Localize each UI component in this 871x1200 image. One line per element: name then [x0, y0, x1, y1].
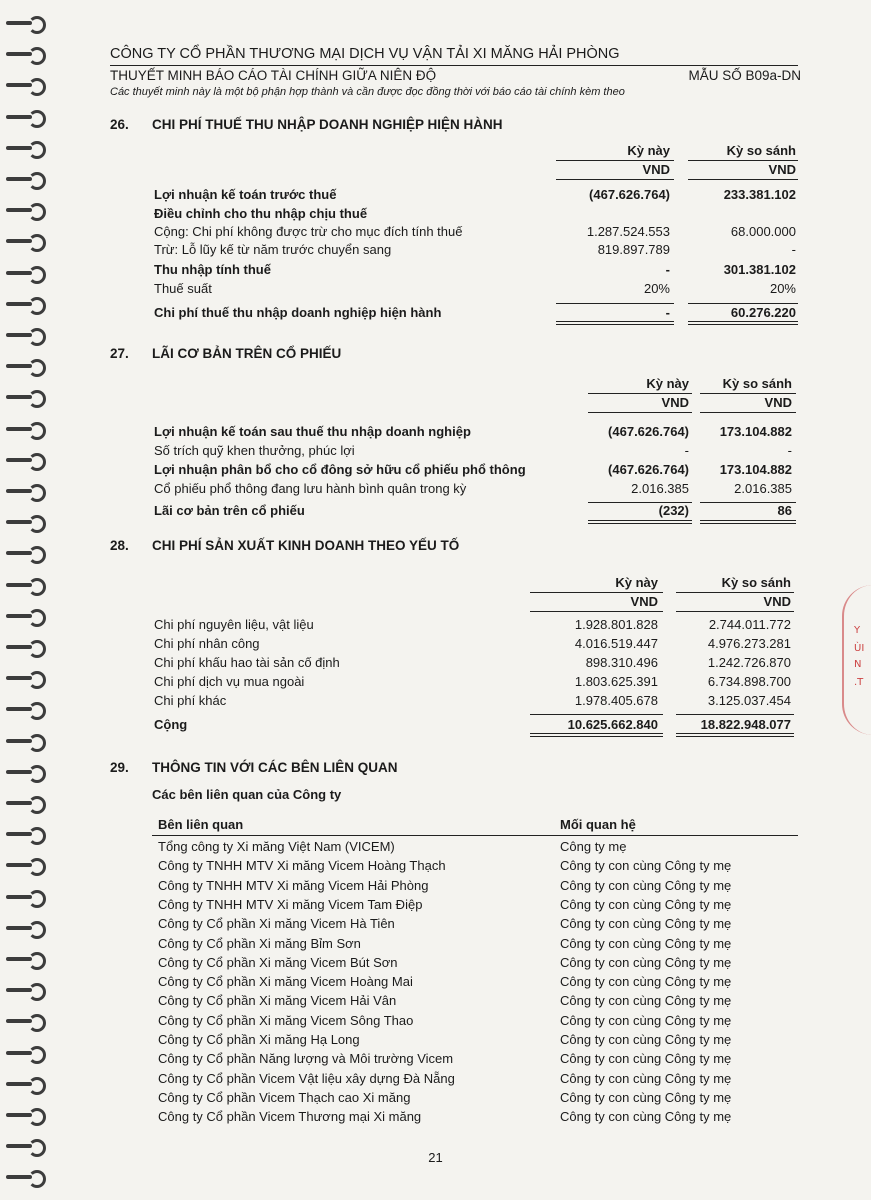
section-number: 27.	[110, 346, 129, 361]
row-label: Chi phí nhân công	[154, 636, 260, 651]
col-header-current: Kỳ này	[646, 376, 689, 391]
spiral-ring	[6, 203, 44, 217]
relationship: Công ty con cùng Công ty mẹ	[560, 1012, 732, 1028]
value-current: 1.803.625.391	[574, 674, 658, 689]
value-current: 20%	[643, 281, 670, 296]
value-current: 1.928.801.828	[574, 617, 658, 632]
total-rule	[530, 714, 663, 715]
row-label: Lãi cơ bản trên cổ phiếu	[154, 503, 305, 518]
total-rule	[556, 303, 674, 304]
header-rule	[556, 160, 674, 161]
unit-compare: VND	[768, 162, 796, 177]
row-label: Lợi nhuận phân bổ cho cổ đông sở hữu cổ phiếu phổ thông	[154, 462, 526, 477]
total-double-rule	[588, 520, 692, 524]
value-current: -	[684, 443, 689, 458]
related-party-name: Công ty Cổ phần Xi măng Vicem Hải Vân	[158, 993, 397, 1009]
value-current: 10.625.662.840	[567, 717, 658, 732]
unit-current: VND	[661, 395, 689, 410]
relationship: Công ty con cùng Công ty mẹ	[560, 1070, 732, 1086]
total-double-rule	[530, 733, 663, 737]
value-compare: 20%	[769, 281, 796, 296]
spiral-ring	[6, 453, 44, 467]
value-compare: 2.744.011.772	[708, 617, 791, 632]
spiral-ring	[6, 110, 44, 124]
section-title: LÃI CƠ BẢN TRÊN CỔ PHIẾU	[152, 346, 342, 361]
row-label: Lợi nhuận kế toán trước thuế	[154, 187, 337, 202]
section-title: CHI PHÍ SẢN XUẤT KINH DOANH THEO YẾU TỐ	[152, 538, 460, 553]
unit-current: VND	[642, 162, 670, 177]
spiral-ring	[6, 609, 44, 623]
spiral-ring	[6, 921, 44, 935]
value-compare: 60.276.220	[730, 305, 796, 320]
section-subtitle: Các bên liên quan của Công ty	[152, 787, 342, 802]
row-label: Cộng: Chi phí không được trừ cho mục đích tính thuế	[154, 224, 463, 239]
section-number: 29.	[110, 760, 129, 775]
spiral-ring	[6, 671, 44, 685]
spiral-ring	[6, 578, 44, 592]
value-current: 4.016.519.447	[574, 636, 658, 651]
total-rule	[700, 502, 796, 503]
value-compare: 301.381.102	[723, 262, 796, 277]
row-label: Chi phí dịch vụ mua ngoài	[154, 674, 305, 689]
header-rule	[688, 179, 798, 180]
col-header-compare: Kỳ so sánh	[726, 143, 796, 158]
col-header-compare: Kỳ so sánh	[722, 376, 792, 391]
value-current: 2.016.385	[631, 481, 689, 496]
value-compare: 3.125.037.454	[707, 693, 791, 708]
related-party-name: Công ty Cổ phần Xi măng Vicem Hà Tiên	[158, 916, 395, 932]
value-compare: 4.976.273.281	[707, 636, 791, 651]
value-current: 1.978.405.678	[574, 693, 658, 708]
spiral-ring	[6, 640, 44, 654]
related-party-name: Công ty Cổ phần Vicem Thạch cao Xi măng	[158, 1089, 411, 1105]
spiral-ring	[6, 1108, 44, 1122]
row-label: Thuế suất	[154, 281, 212, 296]
relationship: Công ty con cùng Công ty mẹ	[560, 954, 732, 970]
col-header-compare: Kỳ so sánh	[721, 575, 791, 590]
value-current: (232)	[658, 503, 689, 518]
related-party-name: Công ty Cổ phần Vicem Thương mại Xi măng	[158, 1109, 422, 1125]
relationship: Công ty con cùng Công ty mẹ	[560, 896, 732, 912]
header-rule	[530, 611, 663, 612]
value-compare: 6.734.898.700	[707, 674, 791, 689]
row-label: Chi phí nguyên liệu, vật liệu	[154, 617, 314, 632]
spiral-ring	[6, 1077, 44, 1091]
row-label: Chi phí thuế thu nhập doanh nghiệp hiện hành	[154, 305, 442, 320]
total-double-rule	[556, 321, 674, 325]
spiral-ring	[6, 1014, 44, 1028]
relationship: Công ty con cùng Công ty mẹ	[560, 993, 732, 1009]
value-compare: 68.000.000	[730, 224, 796, 239]
header-rule	[588, 393, 692, 394]
related-party-name: Công ty TNHH MTV Xi măng Vicem Tam Điệp	[158, 896, 423, 912]
related-party-name: Công ty Cổ phần Vicem Vật liệu xây dựng Đà Nẵng	[158, 1070, 455, 1086]
spiral-ring	[6, 16, 44, 30]
row-label: Thu nhập tính thuế	[154, 262, 271, 277]
stamp-fragment: Y ÙI N .T	[842, 585, 871, 735]
relationship: Công ty con cùng Công ty mẹ	[560, 1051, 732, 1067]
related-party-name: Công ty TNHH MTV Xi măng Vicem Hải Phòng	[158, 877, 429, 893]
spiral-ring	[6, 1046, 44, 1060]
relationship: Công ty con cùng Công ty mẹ	[560, 858, 732, 874]
company-name: CÔNG TY CỔ PHẦN THƯƠNG MẠI DỊCH VỤ VẬN TẢI XI MĂNG HẢI PHÒNG	[110, 46, 620, 62]
header-rule	[676, 611, 794, 612]
row-label: Cổ phiếu phổ thông đang lưu hành bình quân trong kỳ	[154, 481, 467, 496]
col-header-relation: Mối quan hệ	[560, 817, 636, 832]
spiral-binding	[0, 0, 48, 1200]
spiral-ring	[6, 546, 44, 560]
value-compare: 233.381.102	[723, 187, 796, 202]
header-rule	[688, 160, 798, 161]
unit-compare: VND	[764, 395, 792, 410]
value-current: -	[665, 305, 670, 320]
related-party-name: Công ty Cổ phần Xi măng Vicem Hoàng Mai	[158, 974, 413, 990]
spiral-ring	[6, 266, 44, 280]
unit-compare: VND	[763, 594, 791, 609]
relationship: Công ty con cùng Công ty mẹ	[560, 935, 732, 951]
value-compare: 173.104.882	[719, 424, 792, 439]
value-compare: 1.242.726.870	[707, 655, 791, 670]
related-party-name: Công ty Cổ phần Năng lượng và Môi trường Vicem	[158, 1051, 454, 1067]
spiral-ring	[6, 827, 44, 841]
spiral-ring	[6, 172, 44, 186]
relationship: Công ty con cùng Công ty mẹ	[560, 974, 732, 990]
related-party-name: Công ty Cổ phần Xi măng Vicem Bút Sơn	[158, 954, 398, 970]
spiral-ring	[6, 297, 44, 311]
total-rule	[588, 502, 692, 503]
spiral-ring	[6, 141, 44, 155]
related-party-name: Công ty TNHH MTV Xi măng Vicem Hoàng Thạch	[158, 858, 446, 874]
value-current: 1.287.524.553	[586, 224, 670, 239]
value-compare: 86	[777, 503, 792, 518]
value-compare: 18.822.948.077	[700, 717, 791, 732]
spiral-ring	[6, 390, 44, 404]
row-label: Số trích quỹ khen thưởng, phúc lợi	[154, 443, 355, 458]
spiral-ring	[6, 983, 44, 997]
spiral-ring	[6, 858, 44, 872]
unit-current: VND	[630, 594, 658, 609]
header-rule	[700, 412, 796, 413]
value-compare: 2.016.385	[734, 481, 792, 496]
header-rule	[556, 179, 674, 180]
spiral-ring	[6, 47, 44, 61]
total-double-rule	[700, 520, 796, 524]
related-party-name: Công ty Cổ phần Xi măng Bỉm Sơn	[158, 935, 361, 951]
col-header-current: Kỳ này	[615, 575, 658, 590]
value-current: (467.626.764)	[608, 424, 689, 439]
spiral-ring	[6, 78, 44, 92]
row-label: Cộng	[154, 717, 188, 732]
relationship: Công ty con cùng Công ty mẹ	[560, 1089, 732, 1105]
value-compare: 173.104.882	[719, 462, 792, 477]
total-double-rule	[676, 733, 794, 737]
form-number: MẪU SỐ B09a-DN	[688, 68, 801, 83]
total-rule	[676, 714, 794, 715]
spiral-ring	[6, 890, 44, 904]
spiral-ring	[6, 234, 44, 248]
spiral-ring	[6, 734, 44, 748]
section-number: 28.	[110, 538, 129, 553]
spiral-ring	[6, 1170, 44, 1184]
relationship: Công ty con cùng Công ty mẹ	[560, 1032, 732, 1047]
header-rule	[700, 393, 796, 394]
section-title: THÔNG TIN VỚI CÁC BÊN LIÊN QUAN	[152, 760, 398, 775]
col-header-current: Kỳ này	[627, 143, 670, 158]
spiral-ring	[6, 328, 44, 342]
row-label: Lợi nhuận kế toán sau thuế thu nhập doanh nghiệp	[154, 424, 471, 439]
row-label: Chi phí khấu hao tài sản cố định	[154, 655, 340, 670]
related-party-name: Tổng công ty Xi măng Việt Nam (VICEM)	[158, 839, 395, 854]
section-number: 26.	[110, 117, 129, 132]
page-number: 21	[428, 1150, 443, 1165]
report-title: THUYẾT MINH BÁO CÁO TÀI CHÍNH GIỮA NIÊN ĐỘ	[110, 68, 437, 83]
related-party-name: Công ty Cổ phần Xi măng Hạ Long	[158, 1032, 360, 1047]
row-label: Trừ: Lỗ lũy kế từ năm trước chuyển sang	[154, 242, 392, 257]
value-compare: -	[791, 242, 796, 257]
header-rule	[588, 412, 692, 413]
row-label: Điều chỉnh cho thu nhập chịu thuế	[154, 206, 368, 221]
spiral-ring	[6, 422, 44, 436]
header-rule	[110, 65, 798, 66]
relationship: Công ty con cùng Công ty mẹ	[560, 916, 732, 932]
total-double-rule	[688, 321, 798, 325]
spiral-ring	[6, 702, 44, 716]
header-rule	[530, 592, 663, 593]
spiral-ring	[6, 359, 44, 373]
related-party-name: Công ty Cổ phần Xi măng Vicem Sông Thao	[158, 1012, 414, 1028]
header-note: Các thuyết minh này là một bộ phận hợp thành và cần được đọc đồng thời với báo cáo tài chính kèm theo	[110, 86, 625, 98]
value-current: 819.897.789	[597, 242, 670, 257]
relationship: Công ty con cùng Công ty mẹ	[560, 877, 732, 893]
section-title: CHI PHÍ THUẾ THU NHẬP DOANH NGHIỆP HIỆN HÀNH	[152, 117, 503, 132]
col-header-party: Bên liên quan	[158, 817, 244, 832]
value-current: (467.626.764)	[608, 462, 689, 477]
total-rule	[688, 303, 798, 304]
value-compare: -	[787, 443, 792, 458]
header-rule	[152, 835, 798, 836]
relationship: Công ty con cùng Công ty mẹ	[560, 1109, 732, 1125]
header-rule	[676, 592, 794, 593]
value-current: -	[665, 262, 670, 277]
spiral-ring	[6, 765, 44, 779]
spiral-ring	[6, 484, 44, 498]
spiral-ring	[6, 515, 44, 529]
spiral-ring	[6, 952, 44, 966]
row-label: Chi phí khác	[154, 693, 227, 708]
relationship: Công ty mẹ	[560, 839, 627, 854]
value-current: 898.310.496	[585, 655, 658, 670]
value-current: (467.626.764)	[589, 187, 670, 202]
spiral-ring	[6, 796, 44, 810]
